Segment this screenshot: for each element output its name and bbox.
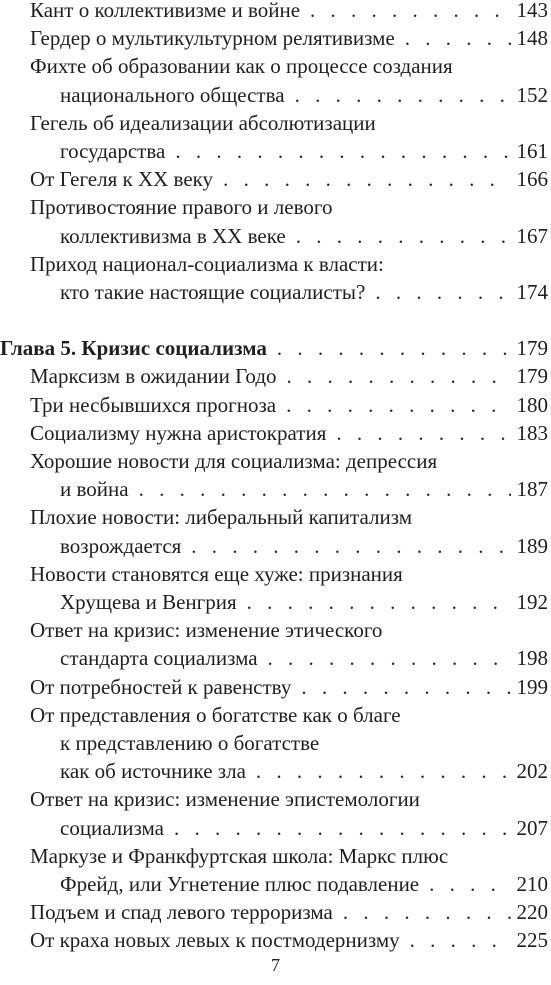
toc-entry-title: социализма bbox=[60, 815, 164, 840]
toc-page-number: 174 bbox=[516, 279, 548, 304]
toc-page-number: 202 bbox=[516, 759, 548, 784]
toc-entry-title: Три несбывшихся прогноза bbox=[30, 392, 277, 417]
toc-page-number: 225 bbox=[516, 928, 548, 953]
dot-leader bbox=[301, 673, 510, 701]
dot-leader bbox=[296, 222, 511, 250]
dot-leader bbox=[175, 137, 510, 165]
toc-page-number: 207 bbox=[516, 815, 548, 840]
dot-leader bbox=[139, 475, 511, 503]
toc-entry-title: Приход национал-социализма к власти: bbox=[30, 251, 384, 276]
toc-page-number: 161 bbox=[516, 138, 548, 163]
toc-page-number: 220 bbox=[516, 900, 548, 925]
toc-entry-title: Марксизм в ожидании Годо bbox=[30, 364, 277, 389]
toc-page-number: 143 bbox=[516, 0, 548, 22]
toc-entry-title: к представлению о богатстве bbox=[60, 730, 320, 755]
dot-leader bbox=[286, 391, 510, 419]
toc-entry-title: Противостояние правого и левого bbox=[30, 195, 333, 220]
dot-leader bbox=[375, 278, 510, 306]
toc-entry-title: Маркузе и Франкфуртская школа: Маркс плюс bbox=[30, 843, 449, 868]
toc-page-number: 187 bbox=[516, 477, 548, 502]
toc-entry-title: От представления о богатстве как о благе bbox=[30, 702, 401, 727]
toc-page-number: 189 bbox=[516, 533, 548, 558]
toc-entry-title: Хорошие новости для социализма: депрессия bbox=[30, 449, 438, 473]
page-number: 7 bbox=[271, 955, 280, 975]
dot-leader bbox=[405, 24, 511, 52]
toc-page-number: 152 bbox=[516, 82, 548, 107]
toc-page-number: 199 bbox=[516, 674, 548, 699]
toc-entry-title: Плохие новости: либеральный капитализм bbox=[30, 505, 412, 530]
toc-page-number: 180 bbox=[516, 392, 548, 417]
toc-page-number: 210 bbox=[516, 871, 548, 896]
dot-leader bbox=[256, 757, 511, 785]
toc-entry-title: От потребностей к равенству bbox=[30, 674, 292, 699]
toc-page-number: 166 bbox=[516, 167, 548, 192]
dot-leader bbox=[310, 0, 510, 24]
dot-leader bbox=[336, 419, 510, 447]
dot-leader bbox=[174, 814, 511, 842]
toc-entry-title: возрождается bbox=[60, 533, 182, 558]
toc-entry-title: Фрейд, или Угнетение плюс подавление bbox=[60, 871, 420, 896]
dot-leader bbox=[429, 870, 510, 898]
toc-entry-title: и война bbox=[60, 477, 129, 502]
dot-leader bbox=[295, 81, 511, 109]
toc-entry-title: Ответ на кризис: изменение этического bbox=[30, 618, 383, 643]
toc-page-number: 167 bbox=[516, 223, 548, 248]
toc-entry-title: От краха новых левых к постмодернизму bbox=[30, 928, 400, 953]
toc-entry-title: стандарта социализма bbox=[60, 646, 258, 671]
toc-entry-title: Ответ на кризис: изменение эпистемологии bbox=[30, 787, 420, 812]
toc-entry-title: Кант о коллективизме и войне bbox=[30, 0, 301, 22]
toc-entry-title: Новости становятся еще хуже: признания bbox=[30, 561, 403, 586]
dot-leader bbox=[287, 362, 511, 390]
toc-entry-title: Социализму нужна аристократия bbox=[30, 420, 327, 445]
dot-leader bbox=[343, 898, 511, 926]
dot-leader bbox=[277, 334, 511, 362]
dot-leader bbox=[247, 588, 511, 616]
chapter-title: Глава 5. Кризис социализма bbox=[0, 336, 267, 361]
dot-leader bbox=[410, 926, 511, 954]
toc-page-number: 198 bbox=[516, 646, 548, 671]
toc-entry-title: Гердер о мультикультурном релятивизме bbox=[30, 26, 395, 51]
dot-leader bbox=[191, 532, 510, 560]
toc-entry-title: государства bbox=[60, 138, 166, 163]
toc-page-number: 179 bbox=[516, 336, 548, 361]
toc-entry-title: кто такие настоящие социалисты? bbox=[60, 279, 366, 304]
toc-entry-title: Подъем и спад левого терроризма bbox=[30, 900, 333, 925]
dot-leader bbox=[223, 165, 510, 193]
toc-entry-title: Фихте об образовании как о процессе создания bbox=[30, 54, 453, 79]
toc-entry-title: От Гегеля к XX веку bbox=[30, 167, 214, 192]
dot-leader bbox=[268, 644, 511, 672]
toc-page-number: 183 bbox=[516, 420, 548, 445]
toc-entry-title: как об источнике зла bbox=[60, 759, 246, 784]
toc-entry-title: Гегель об идеализации абсолютизации bbox=[30, 110, 376, 135]
toc-entry-title: национального общества bbox=[60, 82, 285, 107]
toc-entry-title: Хрущева и Венгрия bbox=[60, 589, 237, 614]
toc-page-number: 179 bbox=[516, 364, 548, 389]
toc-entry-title: коллективизма в XX веке bbox=[60, 223, 286, 248]
toc-page-number: 192 bbox=[516, 589, 548, 614]
toc-page-number: 148 bbox=[516, 26, 548, 51]
